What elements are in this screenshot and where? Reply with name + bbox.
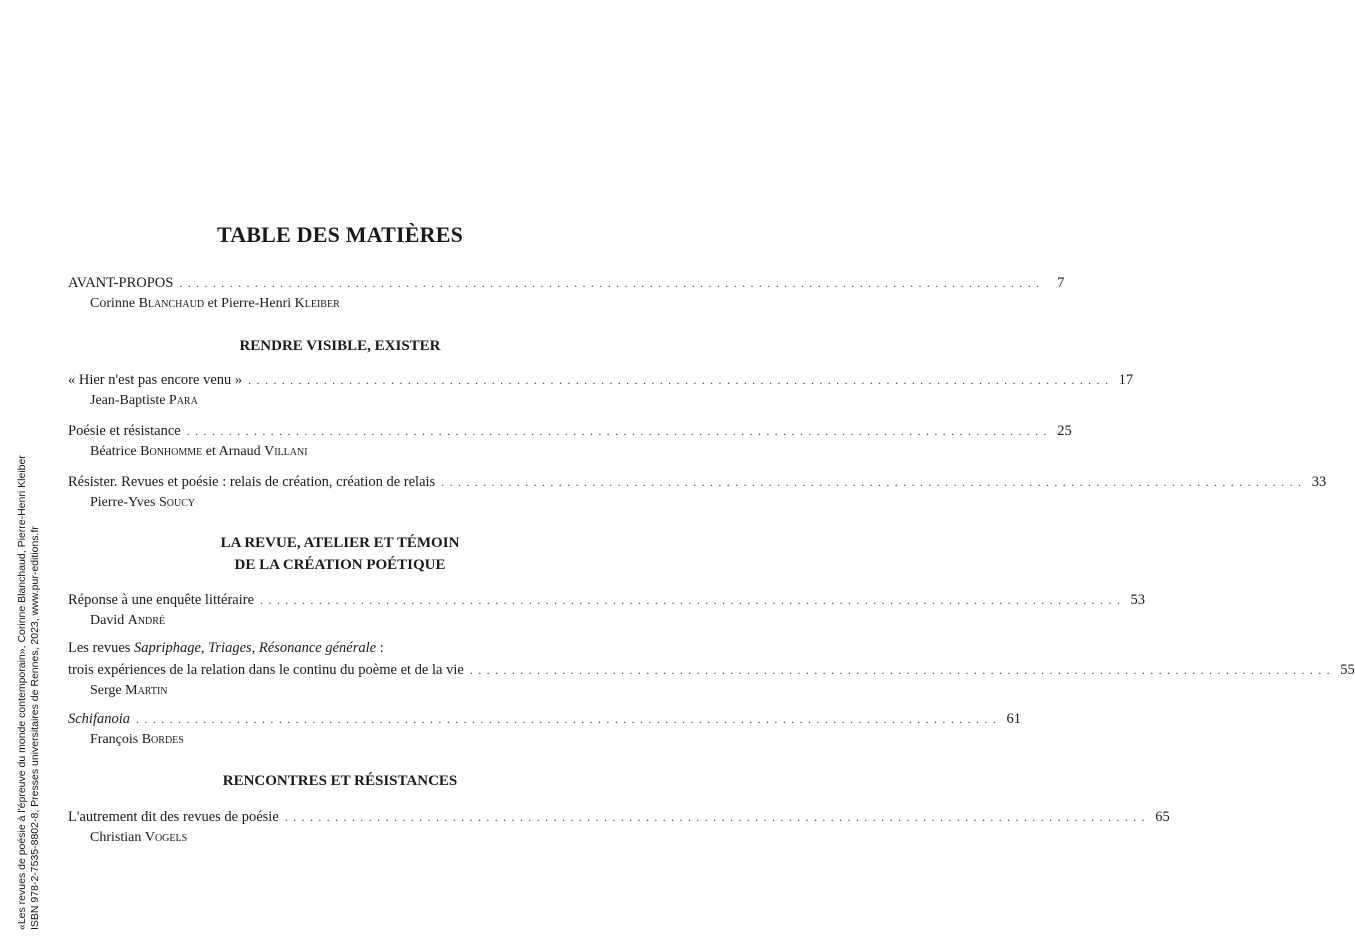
entry-title: Réponse à une enquête littéraire	[68, 592, 255, 608]
entry-title: Les revues Sapriphage, Triages, Résonance générale :	[68, 640, 384, 656]
entry-title: Schifanoia	[68, 711, 131, 727]
toc-entry-avant-propos[interactable]	[68, 272, 1065, 314]
dot-leader: . . . . . . . . . . . . . . . . . . . . . . . . . . . . . . . . . . . . . . . . . . . . . . . . . . . . . . . . . . . . . . . . . . . . . . . . . . . . . . . . . . . . . . . . . . . . . . . . . . . . . . .	[186, 424, 1048, 438]
toc-entry-les-revues[interactable]	[68, 637, 1355, 701]
page-number: 25	[1057, 423, 1072, 439]
toc-entry-autrement[interactable]	[68, 806, 1170, 848]
entry-title-line2: trois expériences de la relation dans le continu du poème et de la vie	[68, 662, 464, 678]
page-number: 61	[1006, 711, 1022, 727]
toc-entry-poesie[interactable]	[68, 420, 1072, 462]
toc-entry-resister[interactable]	[68, 471, 1327, 513]
entry-title: Résister. Revues et poésie : relais de création, création de relais	[68, 474, 436, 490]
entry-author: Pierre-Yves Soucy	[90, 495, 196, 510]
dot-leader: . . . . . . . . . . . . . . . . . . . . . . . . . . . . . . . . . . . . . . . . . . . . . . . . . . . . . . . . . . . . . . . . . . . . . . . . . . . . . . . . . . . . . . . . . . . . . . . . . . . . . . .	[284, 810, 1146, 824]
entry-author: David André	[90, 613, 166, 628]
toc-entry-schifanoia[interactable]	[68, 708, 1022, 750]
toc-entry-reponse[interactable]	[68, 589, 1146, 631]
page-number: 55	[1340, 662, 1355, 678]
entry-title: « Hier n'est pas encore venu »	[68, 372, 243, 388]
dot-leader: . . . . . . . . . . . . . . . . . . . . . . . . . . . . . . . . . . . . . . . . . . . . . . . . . . . . . . . . . . . . . . . . . . . . . . . . . . . . . . . . . . . . . . . . . . . . . . . . . . . . . . .	[260, 593, 1122, 607]
entry-title: L'autrement dit des revues de poésie	[68, 809, 279, 825]
side-credit-text: «Les revues de poésie à l'épreuve du monde contemporain», Corinne Blanchaud, Pierre-Henri Kleiber ISBN 978-2-7535-8802-8, Presses universitaires de Rennes, 2023, www.pur-editions.fr	[16, 455, 41, 930]
entry-title: AVANT-PROPOS	[68, 275, 174, 291]
page-number: 7	[1057, 275, 1065, 291]
page-number: 53	[1130, 592, 1146, 608]
page-number: 65	[1155, 809, 1170, 825]
entry-author: Corinne Blanchaud et Pierre-Henri Kleiber	[90, 296, 340, 311]
section-heading-rencontres: RENCONTRES ET RÉSISTANCES	[222, 773, 458, 789]
dot-leader: . . . . . . . . . . . . . . . . . . . . . . . . . . . . . . . . . . . . . . . . . . . . . . . . . . . . . . . . . . . . . . . . . . . . . . . . . . . . . . . . . . . . . . . . . . . . . . . . . . . . . . .	[441, 475, 1303, 489]
page-title: TABLE DES MATIÈRES	[216, 222, 464, 247]
entry-author: Christian Vogels	[90, 830, 188, 845]
dot-leader: . . . . . . . . . . . . . . . . . . . . . . . . . . . . . . . . . . . . . . . . . . . . . . . . . . . . . . . . . . . . . . . . . . . . . . . . . . . . . . . . . . . . . . . . . . . . . . . . . . . . . . .	[136, 712, 998, 726]
entry-author: Béatrice Bonhomme et Arnaud Villani	[90, 444, 308, 459]
dot-leader: . . . . . . . . . . . . . . . . . . . . . . . . . . . . . . . . . . . . . . . . . . . . . . . . . . . . . . . . . . . . . . . . . . . . . . . . . . . . . . . . . . . . . . . . . . . . . . . . . . . . . . .	[179, 276, 1041, 290]
entry-author: François Bordes	[90, 732, 184, 747]
entry-author: Jean-Baptiste Para	[90, 393, 198, 408]
section-heading-la-revue: LA REVUE, ATELIER ET TÉMOIN DE LA CRÉATION POÉTIQUE	[220, 535, 460, 573]
page-number: 17	[1118, 372, 1134, 388]
toc-entry-hier[interactable]	[68, 369, 1134, 411]
entry-author: Serge Martin	[90, 683, 168, 698]
page-number: 33	[1311, 474, 1327, 490]
dot-leader: . . . . . . . . . . . . . . . . . . . . . . . . . . . . . . . . . . . . . . . . . . . . . . . . . . . . . . . . . . . . . . . . . . . . . . . . . . . . . . . . . . . . . . . . . . . . . . . . . . . . . . .	[469, 663, 1331, 677]
section-heading-rendre-visible: RENDRE VISIBLE, EXISTER	[239, 338, 441, 354]
dot-leader: . . . . . . . . . . . . . . . . . . . . . . . . . . . . . . . . . . . . . . . . . . . . . . . . . . . . . . . . . . . . . . . . . . . . . . . . . . . . . . . . . . . . . . . . . . . . . . . . . . . . . . .	[248, 373, 1110, 387]
entry-title: Poésie et résistance	[68, 423, 181, 439]
